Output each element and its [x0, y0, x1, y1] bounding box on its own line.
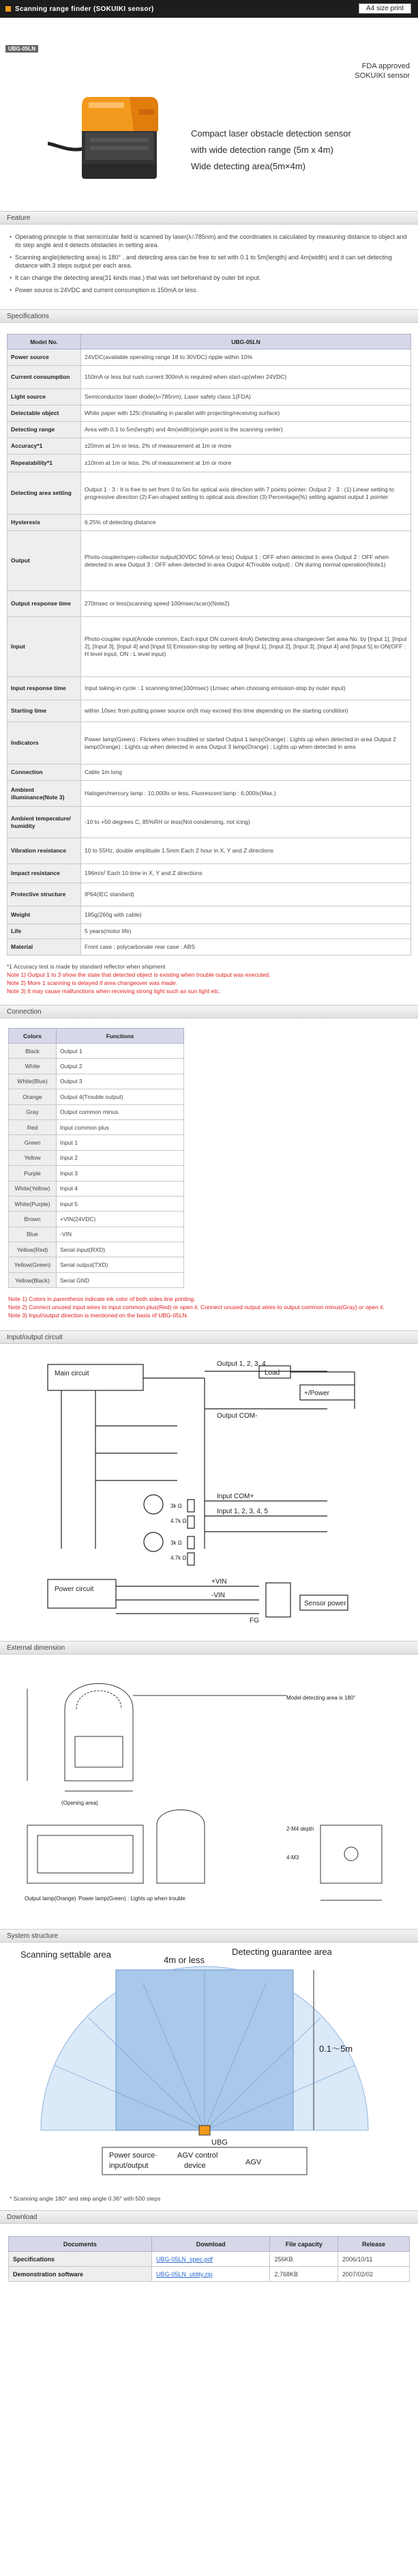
spec-value: Halogen/mercury lamp : 10,000lx or less, Fluorescent lamp : 6,000lx(Max.)	[81, 781, 411, 807]
io-label: input/output	[109, 2162, 149, 2171]
spec-label: Protective structure	[8, 883, 81, 906]
power-circuit-label: Power circuit	[55, 1586, 94, 1594]
download-link-cell	[151, 2252, 270, 2267]
title-bar	[0, 0, 418, 18]
table-row	[9, 1089, 184, 1104]
section-io-circuit: Input/output circuit	[0, 1330, 418, 1344]
spec-label: Ambient illuminance(Note 3)	[8, 781, 81, 807]
table-row	[8, 455, 411, 472]
spec-label: Current consumption	[8, 366, 81, 389]
table-row	[8, 515, 411, 531]
table-row	[8, 883, 411, 906]
spec-value: Cable 1m long	[81, 764, 411, 781]
power-source-label: Power source·	[109, 2151, 158, 2160]
connection-table-wrap	[0, 1018, 418, 1292]
table-row	[9, 1135, 184, 1150]
table-row	[9, 1242, 184, 1257]
wire-color: Yellow	[9, 1150, 57, 1165]
sensor-product-image	[48, 83, 184, 199]
dim-label: 2-M4 depth	[286, 1826, 314, 1833]
spec-value: ±20mm at 1m or less, 2% of measurement at 1m or more	[81, 438, 411, 455]
spec-value: 5 years(motor life)	[81, 924, 411, 939]
table-row	[8, 864, 411, 883]
spec-note-red: Note 3) It may cause malfunctions when receiving strong light such as sun light etc.	[7, 988, 221, 994]
width-label: 4m or less	[164, 1955, 205, 1966]
fda-line-1: FDA approved	[361, 62, 410, 70]
spec-label: Output response time	[8, 591, 81, 617]
spec-label: Hysteresis	[8, 515, 81, 531]
spec-notes	[0, 960, 418, 1005]
hero-description	[191, 126, 351, 175]
dimension-svg	[0, 1655, 418, 1929]
spec-value: within 10sec from putting power source on(It may exceed this time depending on the starting condition)	[81, 700, 411, 722]
spec-table	[7, 334, 411, 956]
sensor-power-label: Sensor power	[304, 1600, 346, 1608]
table-row	[8, 422, 411, 438]
range-label: 0.1～5m	[319, 2044, 353, 2055]
system-note: * Scanning angle 180° and step angle 0.36° with 500 steps	[10, 2195, 161, 2203]
wire-function: Serial GND	[57, 1272, 184, 1287]
file-size: 256KB	[270, 2252, 338, 2267]
table-row	[9, 1074, 184, 1089]
resistor-label: 3k Ω	[170, 1503, 182, 1510]
table-row	[8, 531, 411, 591]
main-circuit-label: Main circuit	[55, 1370, 89, 1378]
spec-label: Impact resistance	[8, 864, 81, 883]
spec-header-value: UBG-05LN	[81, 334, 411, 349]
spec-table-wrap	[0, 323, 418, 960]
desc-line-1: Compact laser obstacle detection sensor	[191, 128, 351, 139]
section-specifications: Specifications	[0, 309, 418, 323]
wire-color: Yellow(Red)	[9, 1242, 57, 1257]
output-common-label: Output COM-	[217, 1412, 258, 1420]
wire-function: Output 3	[57, 1074, 184, 1089]
table-row	[8, 677, 411, 700]
table-row	[9, 1166, 184, 1181]
spec-value: Input taking-in cycle : 1 scanning time(100msec) (1msec when choosing emission-stop by outer input)	[81, 677, 411, 700]
conn-note: Note 1) Colors in parenthesis indicate ink color of both sides line printing.	[8, 1296, 196, 1303]
detect-area-note: Model detecting area is 180°	[286, 1695, 356, 1702]
scanning-area-label: Scanning settable area	[20, 1949, 111, 1960]
desc-line-3: Wide detecting area(5m×4m)	[191, 161, 305, 171]
table-row	[9, 1104, 184, 1119]
table-row	[8, 591, 411, 617]
spec-label: Input response time	[8, 677, 81, 700]
wire-color: Gray	[9, 1104, 57, 1119]
wire-function: Output common minus	[57, 1104, 184, 1119]
spec-value: ±10mm at 1m or less, 2% of measurement at 1m or more	[81, 455, 411, 472]
wire-color: Green	[9, 1135, 57, 1150]
doc-name: Specifications	[9, 2252, 152, 2267]
section-system-structure: System structure	[0, 1929, 418, 1943]
conn-note: Note 2) Connect unused input wires to input common plus(Red) or open it. Connect unused output wires to output common minus(Gray) or open it.	[8, 1304, 385, 1311]
section-feature: Feature	[0, 211, 418, 225]
download-table	[8, 2236, 410, 2282]
spec-value: Photo-coupler input(Anode common, Each input ON current 4mA) Detecting area changeover Set area No. by [Input 1], [Input 2], [Input 3], [Input 4] and [Input 5] Emission-stop by setting all [Input 1], [Input 2], [Input 3], [Input 4] and [Input 5] to ON(OFF : H level input, ON : L level input)	[81, 617, 411, 677]
doc-name: Demonstration software	[9, 2267, 152, 2282]
agv-label: AGV	[245, 2158, 262, 2167]
opening-label: (Opening area)	[61, 1800, 98, 1807]
spec-value: -10 to +50 degrees C, 85%RH or less(Not condensing, not icing)	[81, 807, 411, 838]
spec-label: Output	[8, 531, 81, 591]
table-row	[8, 472, 411, 515]
feature-item: • Power source is 24VDC and current consumption is 150mA or less.	[10, 286, 408, 294]
release-date: 2006/10/11	[338, 2252, 410, 2267]
fg-label: FG	[250, 1617, 259, 1625]
spec-label: Detecting area setting	[8, 472, 81, 515]
lamp-label: Power lamp(Green) : Lights up when trouble	[78, 1895, 185, 1902]
table-row	[9, 1212, 184, 1227]
resistor-label: 3k Ω	[170, 1540, 182, 1547]
table-row	[8, 617, 411, 677]
section-download: Download	[0, 2210, 418, 2224]
system-svg	[0, 1943, 418, 2188]
download-link[interactable]: UBG-05LN_utility.zip	[155, 2270, 213, 2278]
spec-label: Input	[8, 617, 81, 677]
table-row	[8, 807, 411, 838]
table-row	[8, 722, 411, 764]
wire-function: Serial output(TXD)	[57, 1257, 184, 1272]
table-row	[8, 781, 411, 807]
spec-value: 150mA or less but rush current 300mA is required when start-up(when 24VDC)	[81, 366, 411, 389]
fda-line-2: SOKUIKI sensor	[355, 72, 410, 80]
conn-note: Note 3) Input/output direction is mentioned on the basis of UBG-05LN.	[8, 1312, 189, 1319]
download-link[interactable]: UBG-05LN_spec.pdf	[155, 2255, 213, 2263]
a4-print-button[interactable]: A4 size print	[359, 3, 411, 14]
spec-note-red: Note 1) Output 1 to 3 show the state that detected object is existing when trouble output was executed.	[7, 971, 271, 978]
wire-function: Input common plus	[57, 1119, 184, 1134]
spec-value: Power lamp(Green) : Flickers when troubled or started Output 1 lamp(Orange) : Lights up when detected in area Output 2 lamp(Orange) : Lights up when detected in area Output 3 lamp(Orange) : Lights up when detected in area	[81, 722, 411, 764]
wire-color: Yellow(Black)	[9, 1272, 57, 1287]
file-size: 2,768KB	[270, 2267, 338, 2282]
section-external-dimension: External dimension	[0, 1641, 418, 1655]
feature-item: • It can change the detecting area(31 kinds max.) that was set beforehand by outer bit input.	[10, 274, 408, 282]
ubg-label: UBG	[211, 2138, 228, 2147]
spec-value: White paper with 125□(Installing in parallel with projecting/receiving surface)	[81, 405, 411, 422]
output-label: Output 1, 2, 3, 4	[217, 1360, 266, 1369]
guarantee-area-label: Detecting guarantee area	[232, 1947, 332, 1958]
spec-label: Accuracy*1	[8, 438, 81, 455]
wire-function: -VIN	[57, 1227, 184, 1242]
table-row	[8, 366, 411, 389]
spec-label: Ambient temperature/ humidity	[8, 807, 81, 838]
conn-header-colors: Colors	[9, 1029, 57, 1044]
wire-function: +VIN(24VDC)	[57, 1212, 184, 1227]
wire-color: Red	[9, 1119, 57, 1134]
table-row	[8, 389, 411, 405]
download-link-cell	[151, 2267, 270, 2282]
input-common-label: Input COM+	[217, 1493, 254, 1501]
table-row	[9, 2252, 410, 2267]
external-dimension-diagram	[0, 1655, 418, 1929]
spec-value: 185g(260g with cable)	[81, 906, 411, 924]
table-row	[8, 405, 411, 422]
wire-function: Output 1	[57, 1044, 184, 1059]
power-label: +/Power	[304, 1390, 329, 1398]
page-title: Scanning range finder (SOKUIKI sensor)	[15, 5, 154, 13]
wire-color: Brown	[9, 1212, 57, 1227]
table-row	[8, 838, 411, 864]
spec-value: 24VDC(available operating range 18 to 30VDC) ripple within 10%	[81, 349, 411, 366]
wire-color: White(Yellow)	[9, 1181, 57, 1196]
wire-color: Orange	[9, 1089, 57, 1104]
wire-function: Output 4(Trouble output)	[57, 1089, 184, 1104]
spec-label: Weight	[8, 906, 81, 924]
table-row	[8, 924, 411, 939]
spec-value: Front case : polycarbonate rear case : ABS	[81, 939, 411, 956]
dl-header: Documents	[9, 2237, 152, 2252]
wire-function: Output 2	[57, 1059, 184, 1074]
table-row	[8, 349, 411, 366]
dl-header: Download	[151, 2237, 270, 2252]
spec-value: 196m/s² Each 10 time in X, Y and Z directions	[81, 864, 411, 883]
download-table-wrap	[0, 2224, 418, 2289]
spec-label: Detectable object	[8, 405, 81, 422]
device-label: device	[184, 2162, 206, 2171]
spec-label: Vibration resistance	[8, 838, 81, 864]
section-connection: Connection	[0, 1005, 418, 1018]
wire-function: Serial input(RXD)	[57, 1242, 184, 1257]
table-row	[9, 1059, 184, 1074]
table-row	[8, 906, 411, 924]
wire-function: Input 5	[57, 1196, 184, 1211]
feature-list	[0, 225, 418, 309]
spec-label: Material	[8, 939, 81, 956]
connection-notes	[0, 1292, 418, 1330]
spec-value: Photo-coupler/open-collector output(30VDC 50mA or less) Output 1 : OFF when detected in area Output 2 : OFF when detected in area Output 3 : OFF when detected in area Output 4(Trouble output) : ON during normal operation(Note1)	[81, 531, 411, 591]
wire-function: Input 3	[57, 1166, 184, 1181]
wire-color: Blue	[9, 1227, 57, 1242]
table-row	[8, 764, 411, 781]
agv-control-label: AGV control	[177, 2151, 218, 2160]
vin-minus-label: -VIN	[211, 1592, 225, 1600]
spec-label: Starting time	[8, 700, 81, 722]
spec-header-model: Model No.	[8, 334, 81, 349]
title-bullet-icon	[5, 6, 11, 12]
wire-color: Black	[9, 1044, 57, 1059]
spec-value: 10 to 55Hz, double amplitude 1.5mm Each 2 hour in X, Y and Z directions	[81, 838, 411, 864]
table-row	[9, 1227, 184, 1242]
table-row	[8, 939, 411, 956]
wire-function: Input 4	[57, 1181, 184, 1196]
table-row	[9, 1150, 184, 1165]
spec-label: Life	[8, 924, 81, 939]
table-row	[9, 1044, 184, 1059]
hero	[0, 18, 418, 211]
spec-label: Repeatability*1	[8, 455, 81, 472]
wire-color: White	[9, 1059, 57, 1074]
spec-value: Semiconductor laser diode(λ=785nm), Laser safety class 1(FDA)	[81, 389, 411, 405]
spec-label: Connection	[8, 764, 81, 781]
desc-line-2: with wide detection range (5m x 4m)	[191, 145, 333, 155]
spec-note-red: Note 2) More 1 scanning is delayed if area changeover was made.	[7, 979, 177, 986]
table-row	[9, 1181, 184, 1196]
connection-table	[8, 1028, 184, 1288]
vin-plus-label: +VIN	[211, 1578, 227, 1586]
io-circuit-svg	[0, 1344, 418, 1641]
table-row	[9, 2267, 410, 2282]
wire-color: White(Blue)	[9, 1074, 57, 1089]
table-row	[8, 438, 411, 455]
spec-value: 270msec or less(scanning speed 100msec/scan)(Note2)	[81, 591, 411, 617]
spec-label: Power source	[8, 349, 81, 366]
spec-label: Indicators	[8, 722, 81, 764]
spec-value: Area with 0.1 to 5m(length) and 4m(width)(origin point is the scanning center)	[81, 422, 411, 438]
system-structure-diagram	[0, 1943, 418, 2210]
feature-item: • Operating principle is that semicircular field is scanned by laser(λ=785nm) and the coordinates is calculated by measuring distance to object and its step angle and it detects obstacles in setting area.	[10, 233, 408, 249]
resistor-label: 4.7k Ω	[170, 1518, 187, 1525]
spec-label: Light source	[8, 389, 81, 405]
input-label: Input 1, 2, 3, 4, 5	[217, 1508, 269, 1516]
fda-label	[355, 61, 410, 81]
feature-item: • Scanning angle(detecting area) is 180° , and detecting area can be free to set with 0.1 to 5m(length) and 4m(width) and it can set detecting distance with 3 steps output per each area.	[10, 253, 408, 270]
dl-header: Release	[338, 2237, 410, 2252]
wire-function: Input 1	[57, 1135, 184, 1150]
conn-header-functions: Functions	[57, 1029, 184, 1044]
dl-header: File capacity	[270, 2237, 338, 2252]
lamp-label: Output lamp(Orange)	[25, 1895, 76, 1902]
spec-label: Detecting range	[8, 422, 81, 438]
model-logo: UBG-05LN	[5, 45, 38, 53]
dim-label: 4-M3	[286, 1855, 299, 1861]
load-label: Load	[265, 1369, 280, 1377]
spec-value: 6.25% of detecting distance	[81, 515, 411, 531]
resistor-label: 4.7k Ω	[170, 1555, 187, 1562]
accuracy-note: *1 Accuracy test is made by standard reflector when shipment	[7, 963, 166, 970]
release-date: 2007/02/02	[338, 2267, 410, 2282]
table-row	[9, 1272, 184, 1287]
spec-value: Output 1 · 3 : It is free to set from 0 to 5m for optical axis direction with 7 points pointer. Output 2 · 3 : (1) Linear setting to progressive direction (2) Fan-shaped setting to optical axis direction (3) Percentage(%) setting against output 1 pointer	[81, 472, 411, 515]
table-row	[8, 700, 411, 722]
io-circuit-diagram	[0, 1344, 418, 1641]
wire-color: Purple	[9, 1166, 57, 1181]
wire-function: Input 2	[57, 1150, 184, 1165]
spec-value: IP64(IEC standard)	[81, 883, 411, 906]
table-row	[9, 1196, 184, 1211]
table-row	[9, 1257, 184, 1272]
wire-color: Yellow(Green)	[9, 1257, 57, 1272]
table-row	[9, 1119, 184, 1134]
wire-color: White(Purple)	[9, 1196, 57, 1211]
